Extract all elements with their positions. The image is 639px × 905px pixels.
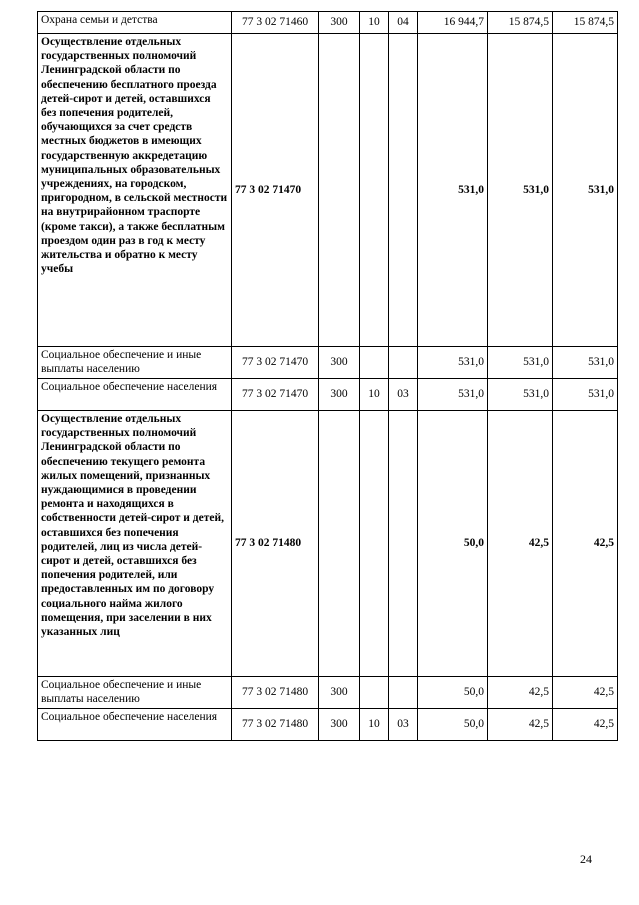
section [360,34,389,347]
table-row [38,379,618,411]
table-row [38,34,618,347]
amount-year-3: 531,0 [553,379,618,411]
amount-year-1: 50,0 [418,709,488,741]
row-name: Охрана семьи и детства [38,12,232,34]
amount-year-2: 531,0 [488,347,553,379]
amount-year-1: 531,0 [418,347,488,379]
table-row [38,411,618,677]
expense-type: 300 [319,347,360,379]
amount-year-2: 42,5 [488,677,553,709]
amount-year-3: 42,5 [553,677,618,709]
table-row [38,709,618,741]
subsection [389,411,418,677]
target-code: 77 3 02 71480 [232,709,319,741]
amount-year-1: 50,0 [418,677,488,709]
section: 10 [360,12,389,34]
amount-year-2: 531,0 [488,34,553,347]
amount-year-1: 50,0 [418,411,488,677]
section [360,411,389,677]
page-number: 24 [580,852,592,866]
expense-type: 300 [319,379,360,411]
amount-year-1: 16 944,7 [418,12,488,34]
target-code: 77 3 02 71470 [232,347,319,379]
target-code: 77 3 02 71460 [232,12,319,34]
target-code: 77 3 02 71480 [232,411,319,677]
table-row [38,677,618,709]
target-code: 77 3 02 71470 [232,34,319,347]
row-name: Социальное обеспечение населения [38,709,232,741]
row-name: Осуществление отдельных государственных полномочий Ленинградской области по обеспечению бесплатного проезда детей-сирот и детей, оставшихся без попечения родителей, обучающихся за счет средств местных бюджетов в имеющих государственную аккредетацию муниципальных образовательных учреждениях, на городском, пригородном, в сельской местности на внутрирайонном траспорте (кроме такси), а также бесплатным проездом один раз в год к месту жительства и обратно к месту учебы [38,34,232,347]
subsection [389,347,418,379]
amount-year-3: 42,5 [553,709,618,741]
row-name: Осуществление отдельных государственных полномочий Ленинградской области по обеспечению текущего ремонта жилых помещений, признанных нуждающимися в проведении ремонта и находящихся в собственности детей-сирот и детей, оставшихся без попечения родителей, лиц из числа детей-сирот и детей, оставшихся без попечения родителей, или предоставленных им по договору социального найма жилого помещения, при заселении в них указанных лиц [38,411,232,677]
row-name: Социальное обеспечение и иные выплаты населению [38,347,232,379]
row-name: Социальное обеспечение и иные выплаты населению [38,677,232,709]
subsection [389,34,418,347]
expense-type: 300 [319,12,360,34]
row-name: Социальное обеспечение населения [38,379,232,411]
amount-year-2: 15 874,5 [488,12,553,34]
subsection [389,677,418,709]
amount-year-3: 531,0 [553,347,618,379]
amount-year-3: 15 874,5 [553,12,618,34]
budget-table [37,11,618,741]
section: 10 [360,709,389,741]
table-row [38,347,618,379]
amount-year-2: 531,0 [488,379,553,411]
expense-type [319,34,360,347]
amount-year-1: 531,0 [418,34,488,347]
amount-year-3: 531,0 [553,34,618,347]
target-code: 77 3 02 71480 [232,677,319,709]
expense-type [319,411,360,677]
target-code: 77 3 02 71470 [232,379,319,411]
subsection: 04 [389,12,418,34]
amount-year-3: 42,5 [553,411,618,677]
expense-type: 300 [319,709,360,741]
amount-year-2: 42,5 [488,709,553,741]
subsection: 03 [389,709,418,741]
section [360,677,389,709]
expense-type: 300 [319,677,360,709]
subsection: 03 [389,379,418,411]
table-row [38,12,618,34]
section: 10 [360,379,389,411]
amount-year-2: 42,5 [488,411,553,677]
amount-year-1: 531,0 [418,379,488,411]
section [360,347,389,379]
